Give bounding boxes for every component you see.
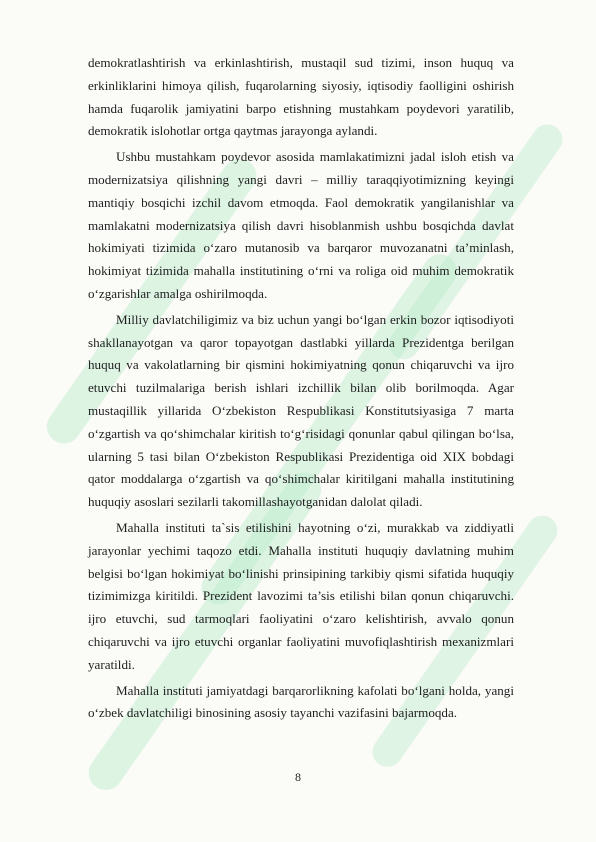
paragraph-1: demokratlashtirish va erkinlashtirish, mustaqil sud tizimi, inson huquq va erkinliklarini himoya qilish, fuqarolarning siyosiy, iqtisodiy faolligini oshirish hamda fuqarolik jamiyatini barpo etishning mustahkam poydevori yaratilib, demokratik islohotlar ortga qaytmas jarayonga aylandi. [88,55,514,139]
paragraph-2: Ushbu mustahkam poydevor asosida mamlakatimizni jadal isloh etish va modernizatsiya qilishning yangi davri – milliy taraqqiyotimizning keyingi mantiqiy bosqichi izchil davom etmoqda. Faol demokratik yangilanishlar va mamlakatni modernizatsiya qilish davri hisoblanmish ushbu bosqichda davlat hokimiyati tizimida o‘zaro mutanosib va barqaror muvozanatni ta’minlash, hokimiyat tizimida mahalla institutining o‘rni va roliga oid muhim demokratik o‘zgarishlar amalga oshirilmoqda. [88,149,514,301]
page-number: 8 [295,770,301,784]
document-body [88,52,514,728]
paragraph-3: Milliy davlatchiligimiz va biz uchun yangi bo‘lgan erkin bozor iqtisodiyoti shakllanayotgan va qaror topayotgan dastlabki yillarda Prezidentga berilgan huquq va vakolatlarning bir qismini hokimiyatning qonun chiqaruvchi va ijro etuvchi tuzilmalariga berish ishlari izchillik bilan olib borilmoqda. Agar mustaqillik yillarida O‘zbekiston Respublikasi Konstitutsiyasiga 7 marta o‘zgartish va qo‘shimchalar kiritish to‘g‘risidagi qonunlar qabul qilingan bo‘lsa, ularning 5 tasi bilan O‘zbekiston Respublikasi Prezidentiga oid XIX bobdagi qator moddalarga o‘zgartish va qo‘shimchalar kiritilgani mahalla institutining huquqiy asoslari sezilarli takomillashayotganidan dalolat qiladi. [88,311,514,510]
paragraph-5: Mahalla instituti jamiyatdagi barqarorlikning kafolati bo‘lgani holda, yangi o‘zbek davlatchiligi binosining asosiy tayanchi vazifasini bajarmoqda. [88,682,514,721]
paragraph-4: Mahalla instituti ta`sis etilishini hayotning o‘zi, murakkab va ziddiyatli jarayonlar yechimi taqozo etdi. Mahalla instituti huquqiy davlatning muhim belgisi bo‘lgan hokimiyat bo‘linishi prinsipining tarkibiy qismi sifatida huquqiy tizimimizga kiritildi. Prezident lavozimi ta’sis etilishi bilan qonun chiqaruvchi. ijro etuvchi, sud tarmoqlari faoliyatini o‘zaro kelishtirish, avvalo qonun chiqaruvchi va ijro etuvchi organlar faoliyatini muvofiqlashtirish mexanizmlari yaratildi. [88,519,514,672]
